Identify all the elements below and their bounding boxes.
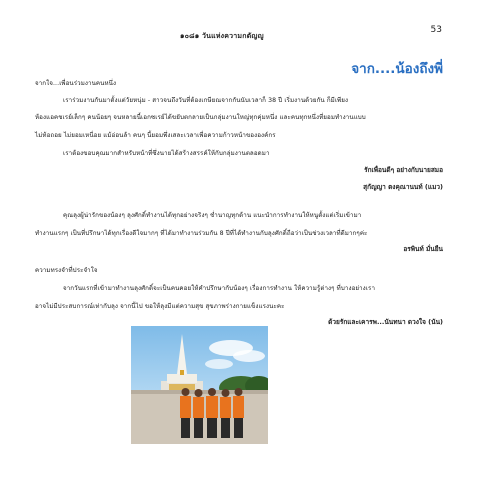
letter3-greeting: ความทรงจำที่ประจำใจ (35, 267, 98, 274)
section-title: จาก....น้องถึงพี่ (351, 61, 443, 77)
page-number: 53 (430, 25, 442, 35)
letter1-line-1: เราร่วมงานกันมาตั้งแต่วัยหนุ่ม - สาวจนถึงวันที่ต้องเกษียณจากกันนับเวลาก็ 38 ปี เริ่มงานด้วยกัน ก็มีเพียง (63, 97, 349, 104)
letter3-line-1: จากวันแรกที่เข้ามาทำงานลุงศักดิ์จะเป็นคนคอยให้คำปรึกษากับน้องๆ เรื่องการทำงาน ให้ความรู้ต่างๆ ที่บางอย่างเรา (63, 285, 376, 292)
letter2-line-2: ทำงานแรกๆ เป็นที่ปรึกษาได้ทุกเรื่องดีใจมากๆ ที่ได้มาทำงานร่วมกัน 8 ปีที่ได้ทำงานกับลุงศักดิ์ถือว่าเป็นช่วงเวลาที่ดีมากๆค่ะ (35, 230, 368, 237)
letter1-signature: สุกัญญา ตงคุณานนท์ (แมว) (363, 183, 443, 191)
group-photo-at-white-pagoda-icon (131, 326, 268, 444)
letter2-signature: อรพินท์ มั่นยืน (403, 245, 443, 253)
header-title: ๑๐๘๑ วันแห่งความกตัญญู (180, 32, 264, 40)
letter3-signature: ด้วยรักและเคารพ...นันทนา ดวงใจ (นัน) (328, 318, 443, 326)
letter1-line-2: ห้องแอคชเรย์เล็กๆ คนน้อยๆ จนหลายนี้เอกซเรย์ได้ขยับตกลายเป็นกลุ่มงานใหญ่ทุกคุ่มหนึ่ง และคนทุกหนึ่งที่ยอมทำงานแบบ (35, 114, 366, 121)
letter1-closing: รักเพื่อนดีๆ อย่างกับนายสมอ (364, 166, 443, 174)
letter2-line-1: คุณลุงผู้น่ารักของน้องๆ ลุงศักดิ์ทำงานได้ทุกอย่างจริงๆ ช่ำนาญทุกด้าน แนะนำการทำงานให้หนูตั้งแต่เริ่มเข้ามา (63, 212, 362, 219)
group-photo (131, 326, 268, 444)
letter1-line-4: เราต้องขอบคุณมากสำหรับหน้าที่ซึ่งนายได้สร้างสรรค์ให้กับกลุ่มงานตลอดมา (63, 150, 270, 157)
letter1-line-3: ไม่ท้อถอย ไม่ยอมเหนื่อย แม้อ่อนล้า คนๆ นี้ยอมพึ่งเสละเวลาเพื่อความก้าวหน้าขององค์กร (35, 132, 276, 139)
letter1-greeting: จากใจ...เพื่อนร่วมงานคนหนึ่ง (35, 80, 117, 87)
letter3-line-2: อาจไม่มีประสบการณ์เท่ากับลุง จากนี้ไป ขอให้ลุงมีแต่ความสุข สุขภาพร่างกายแข็งแรงนะคะ (35, 303, 285, 310)
